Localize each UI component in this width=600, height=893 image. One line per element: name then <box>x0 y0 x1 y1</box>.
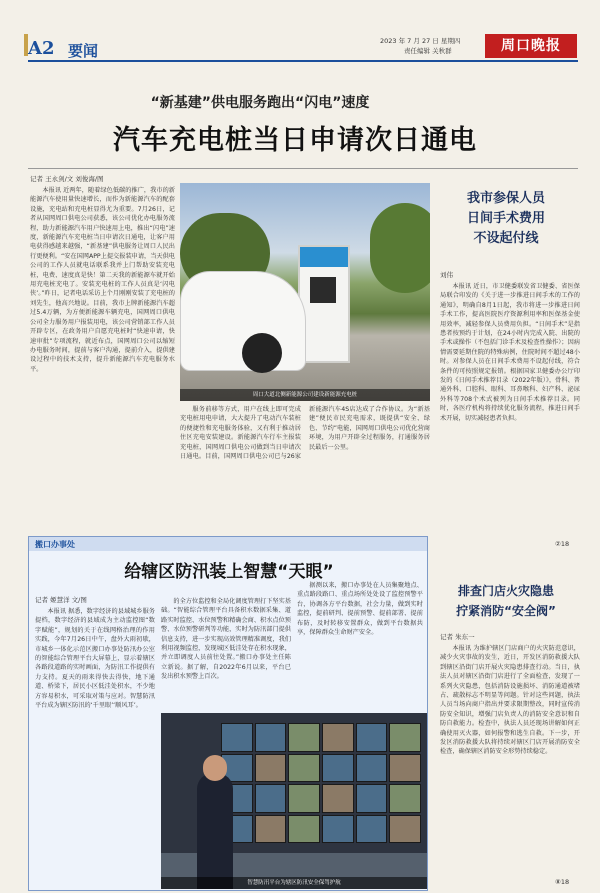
section-name: 要闻 <box>68 42 99 60</box>
side1-body-text: 本报讯 近日，市卫健委联发省卫健委、省医保局联合印发的《关于进一步推进日间手术的工作的通知》，明确自8月1日起，我市将进一步推进日间手术工作，提高医院医疗资源利用率和医保基金使用效率，减轻参保人员费用负担。“日间手术”是指患者按预约于计划，在24小时内完成入院、出院的手术或操作（不包括门诊手术及检查性操作）；因病情需要延期住院的特殊病例，住院时间不超过48小时。对参保人员在日间手术费用不设起付线，符合条件的可按照规定报销。根据国家卫健委办公厅印发的《日间手术推荐目录（2022年版）》，骨科、普通外科、口腔科、眼科、耳鼻喉科、妇产科、泌尿外科等708个术式被列为日间手术推荐目录。同时，各医疗机构将持续优化服务流程，推进日间手术开展，切实减轻患者负担。 <box>440 283 580 422</box>
flood-control-center-photo <box>161 713 427 889</box>
issue-date: 2023 年 7 月 27 日 星期四 <box>380 37 461 45</box>
side1-body <box>440 282 580 540</box>
section-code: A2 <box>28 38 55 59</box>
article1-body-1: 本报讯 近两年，随着绿色低碳的推广，我市的新能源汽车使用量快速增长，而作为新能源汽车的配套设施，充电站和充电桩显得尤为重要。7月26日，记者从国网周口供电公司获悉，该公司优化办电服务流程，助力新能源汽车用户快速用上电，推出“闪电”速度，新能源汽车充电桩当日申请次日通电，让客户用电获得感越来越强，“新基建”供电服务让周口人民出行更便利。“安在国网APP上提交报装申请，当天供电公司的工作人员就电话联系我并上门帮助安装充电桩，电费、速度真是快！第二天我的新能源车就开始用充电桩充电了。安装充电桩的工作人员真是‘闪电侠’。”昨日，记者电话采访上个月刚刚安装了充电桩的刘先生，他高兴地说。目前，我市上牌新能源汽车超过5.4万辆，为方便新能源车辆充电，国网周口供电公司全力服务用户报装用电，该公司营销部工作人员开辟专区，在政务用户自愿充电桩时“快速申请，快速审批”专项流程，就近布点，国网周口公司以缩短办电服务时间，提前与客户沟通，提前介入，提供建设过程中的技术支持，提升新能源汽车充电服务水平。 <box>30 187 175 373</box>
side1-footnote: ②18 <box>555 540 570 548</box>
side2-title-line-1: 排查门店火灾隐患 <box>457 584 554 598</box>
car-wheel <box>242 333 282 373</box>
article2-column-2 <box>161 597 291 709</box>
charging-pile-band <box>300 247 348 267</box>
article2-byline: 记者 姬慧洋 文/图 <box>35 596 87 604</box>
photo-tree <box>370 203 430 293</box>
article2-body-1: 本报讯 据悉，数字经济的县域城乡服务提档，数字经济的县域成为主动监控图“数字赋能”，规划的关于在线网格治理的作用实践，今年7月26日中午，盘外大雨初歇，市城乡一体化示范区搬口办事处防汛办公室的智能综合管理平台大屏幕上，显示着辖区各路段道路的实时画面，为防汛工作提供有力支持。夏天的雨来得快去得快，地下通道、桥梁下，居民小区低洼处积水，不少地方容易积水，可采取对策与应对。智慧防汛平台成为辖区防汛的‘千里眼’‘顺风耳’。 <box>35 608 155 710</box>
article2-body-2: 的全方位监控和全局化调度管理打下坚实基础。“智能综合管理平台具备积水数据采集、道路实时监控、水位预警和精确会商、积水点位预警、水位预警研判等功能，实时为防汛部门提供信息支持，进一步实现高效管理精准调度，我们利用视频监控，发现城区低洼处存在积水现象，并立即调度人员前往处置。”搬口办事处主任陈立新说。据了解，自2022年6月以来，平台已发出积水预警上百次。 <box>161 598 291 681</box>
side-story-2-title <box>432 580 580 620</box>
article1-column-1 <box>30 186 175 528</box>
side-story-1-title <box>432 183 580 255</box>
article1-headline: 汽车充电桩当日申请次日通电 <box>113 125 477 156</box>
page-header <box>0 0 600 62</box>
staff-head <box>203 755 227 781</box>
side2-body-text: 本报讯 为维护辖区门店商户的火灾防范意识，减少火灾事故的发生，近日，开发区消防救援大队到辖区沿街门店开展火灾隐患排查行动。当日，执法人员对辖区沿街门店进行了全面检查，发现了一系列火灾隐患，包括消防设施损坏、消防通道被堵占、疏散标志不明显等问题。针对这些问题，执法人员当场向商户指出并要求限期整改，同时宣传消防安全知识，增强门店负责人的消防安全意识和自防自救能力。检查中，执法人员还现场讲解如何正确使用灭火器，如何报警和逃生自救。下一步，开发区消防救援大队将持续对辖区门店开展消防安全检查，确保辖区消防安全形势持续稳定。 <box>440 645 580 756</box>
side2-footnote: ⑧18 <box>555 878 570 886</box>
charging-pile-screen <box>310 277 336 303</box>
header-rule <box>28 60 578 62</box>
side2-body <box>440 644 580 876</box>
photo1-caption: 周口大道北侧新能源公司建设新能源充电桩 <box>180 389 430 401</box>
article1-subhead: “新基建”供电服务跑出“闪电”速度 <box>150 95 370 111</box>
side1-title-line-3: 不设起付线 <box>473 231 539 246</box>
article2-box <box>28 536 428 891</box>
article2-section-tag: 搬口办事处 <box>35 540 75 549</box>
photo2-caption: 智慧防汛平台为辖区防汛安全保驾护航 <box>161 877 427 889</box>
article1-body-3: 服务前移等方式，用户在线上即可完成充电桩用电申请，大大提升了电动汽车装桩的便捷性和充电服务体验，又有利于推动居住区充电安装建设。新能源汽车行车主报装充电桩，国网周口供电公司做到当日申请次日通电。目前，国网周口供电公司已与26家新能源汽车4S店达成了合作协议。为“新基建”便民市民充电需求，既提供“安全、绿色、节约”电能，国网周口供电公司优化营商环境，为用户开辟全过程服务，打通服务居民最后一公里。 <box>180 406 430 461</box>
side1-title-line-1: 我市参保人员 <box>466 191 545 206</box>
article2-section-bar <box>29 537 427 551</box>
article1-column-3 <box>180 405 430 525</box>
side1-byline: 刘伟 <box>440 271 453 279</box>
side2-title-line-2: 拧紧消防“安全阀” <box>456 604 556 618</box>
side2-byline: 记者 朱东一 <box>440 633 475 641</box>
article2-body-3: 据测以来，搬口办事处在人员集聚地点、重点路段路口、重点场所处处设了监控预警平台，协调各方平台数据，社会力量，做到实时监控，提前研判、提前预警、提前部署、提前布防，及时转移安置群众，做到平台数据共享，保障群众生命财产安全。 <box>297 582 423 637</box>
article2-headline: 给辖区防汛装上智慧“天眼” <box>124 562 334 582</box>
article2-column-1 <box>35 607 155 887</box>
monitor-video-wall <box>221 723 421 843</box>
staff-member <box>197 773 233 889</box>
responsible-editor: 责任编辑 关秋群 <box>404 47 452 55</box>
charging-station-photo <box>180 183 430 401</box>
article1-byline: 记者 王永剑/文 刘俊海/图 <box>30 175 104 183</box>
headline-rule <box>28 168 578 169</box>
side1-title-line-2: 日间手术费用 <box>466 211 545 226</box>
article2-column-3 <box>297 581 423 709</box>
newspaper-logo: 周口晚报 <box>485 34 577 58</box>
